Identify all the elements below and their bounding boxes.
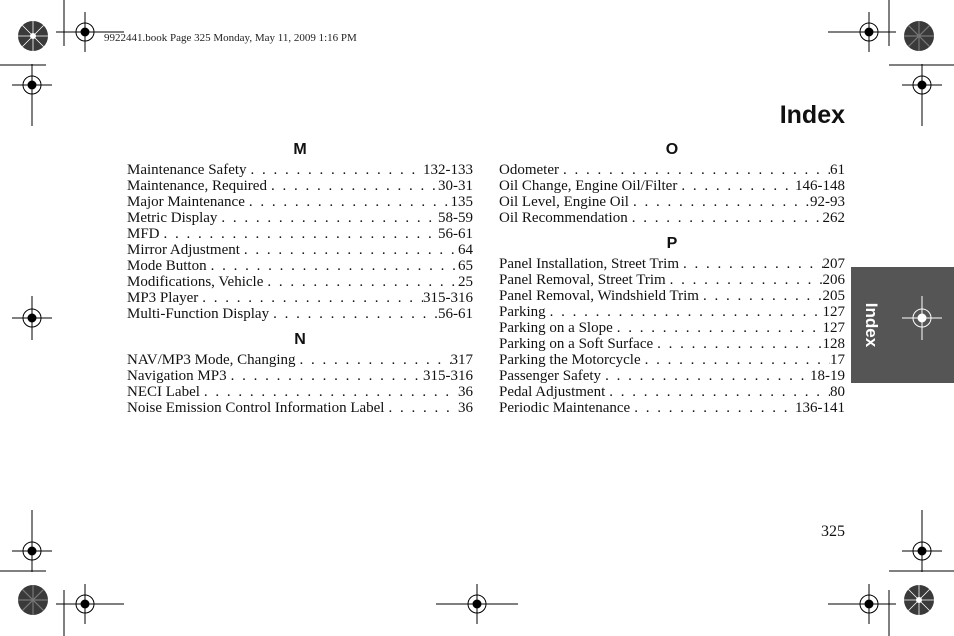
index-entry [127,178,473,194]
index-entry [127,162,473,178]
index-entry [127,306,473,322]
index-entry [127,258,473,274]
dot-leader [240,242,458,258]
entry-term: Panel Removal, Windshield Trim [499,288,699,304]
dot-leader [546,304,823,320]
section-letter: N [294,331,306,348]
index-entry [499,368,845,384]
dot-leader [269,306,438,322]
page-title: Index [779,101,845,129]
crosshair-mark-left-upper [12,64,52,126]
dot-leader [200,384,458,400]
dot-leader [160,226,438,242]
entry-term: Panel Removal, Street Trim [499,272,666,288]
index-entry [499,352,845,368]
section-letter: O [665,141,679,158]
entry-pages: 205 [822,288,845,304]
dot-leader [628,210,823,226]
dot-leader [605,384,830,400]
entry-pages: 58-59 [438,210,473,226]
entry-pages: 17 [830,352,845,368]
entry-pages: 315-316 [423,368,473,384]
entry-term: Parking [499,304,546,320]
index-entry [127,226,473,242]
entry-term: MFD [127,226,160,242]
index-entry [127,368,473,384]
entry-term: Modifications, Vehicle [127,274,264,290]
dot-leader [384,400,458,416]
entry-term: Panel Installation, Street Trim [499,256,679,272]
dot-leader [677,178,795,194]
entry-term: Parking on a Soft Surface [499,336,654,352]
index-entry [127,210,473,226]
index-entry [127,290,473,306]
entry-pages: 206 [822,272,845,288]
index-entry [499,210,845,226]
index-column-left [127,138,473,416]
entry-pages: 36 [458,384,473,400]
side-tab-label [862,282,880,368]
starburst-mark-bottom-right [904,585,934,615]
entry-term: Maintenance Safety [127,162,247,178]
entry-pages: 80 [830,384,845,400]
entry-term: Noise Emission Control Information Label [127,400,385,416]
index-entry [499,288,845,304]
index-entry [499,336,845,352]
dot-leader [217,210,438,226]
entry-pages: 64 [458,242,473,258]
dot-leader [263,274,458,290]
dot-leader [207,258,458,274]
entry-pages: 56-61 [438,306,473,322]
entry-pages: 317 [450,352,473,368]
dot-leader [601,368,810,384]
index-entry [127,194,473,210]
starburst-mark-top-right [904,21,934,51]
index-section-p [499,232,845,416]
crosshair-mark-left-lower [12,510,52,572]
entry-term: Navigation MP3 [127,368,227,384]
entry-term: Mode Button [127,258,207,274]
dot-leader [666,272,823,288]
index-entry [499,194,845,210]
entry-term: Metric Display [127,210,218,226]
starburst-mark-top-left [18,21,48,51]
dot-leader [296,352,451,368]
dot-leader [247,162,423,178]
entry-term: Oil Level, Engine Oil [499,194,629,210]
dot-leader [699,288,823,304]
crosshair-mark-left-middle [12,296,52,340]
index-entry [499,384,845,400]
entry-term: Pedal Adjustment [499,384,606,400]
dot-leader [198,290,423,306]
entry-pages: 65 [458,258,473,274]
entry-pages: 30-31 [438,178,473,194]
crosshair-mark-right-lower [902,510,942,572]
entry-term: Oil Recommendation [499,210,628,226]
index-entry [127,242,473,258]
entry-pages: 56-61 [438,226,473,242]
dot-leader [679,256,823,272]
dot-leader [630,400,795,416]
section-letter: P [666,235,678,252]
crosshair-mark-right-upper [902,64,942,126]
entry-pages: 127 [822,304,845,320]
entry-pages: 207 [822,256,845,272]
entry-term: Parking on a Slope [499,320,613,336]
crosshair-mark-bottom-left [56,584,124,624]
side-tab-text: Index [862,302,881,348]
index-entry [499,162,845,178]
index-entry [499,304,845,320]
entry-pages: 61 [830,162,845,178]
entry-term: Oil Change, Engine Oil/Filter [499,178,678,194]
dot-leader [641,352,830,368]
dot-leader [613,320,823,336]
crosshair-mark-bottom-right [828,584,896,624]
crosshair-mark-bottom-center [436,584,518,624]
entry-pages: 146-148 [795,178,845,194]
entry-pages: 315-316 [423,290,473,306]
index-section-o [499,138,845,226]
entry-term: Periodic Maintenance [499,400,631,416]
entry-pages: 25 [458,274,473,290]
entry-term: Passenger Safety [499,368,602,384]
index-entry [499,272,845,288]
entry-term: Major Maintenance [127,194,245,210]
entry-pages: 92-93 [810,194,845,210]
index-section-m [127,138,473,322]
entry-term: Mirror Adjustment [127,242,240,258]
entry-term: Odometer [499,162,559,178]
dot-leader [629,194,810,210]
entry-term: MP3 Player [127,290,199,306]
entry-pages: 18-19 [810,368,845,384]
entry-term: NECI Label [127,384,200,400]
entry-pages: 128 [822,336,845,352]
dot-leader [227,368,423,384]
index-entry [127,274,473,290]
index-section-n [127,328,473,416]
dot-leader [245,194,451,210]
entry-term: Maintenance, Required [127,178,267,194]
crosshair-mark-top-right [828,12,896,52]
entry-pages: 132-133 [423,162,473,178]
entry-pages: 136-141 [795,400,845,416]
index-entry [127,352,473,368]
entry-pages: 135 [450,194,473,210]
entry-pages: 127 [822,320,845,336]
index-entry [127,400,473,416]
dot-leader [653,336,822,352]
section-letter: M [293,141,307,158]
index-entry [127,384,473,400]
page-number: 325 [821,523,845,540]
index-column-right [499,138,845,416]
entry-pages: 262 [822,210,845,226]
index-entry [499,256,845,272]
entry-term: Parking the Motorcycle [499,352,641,368]
dot-leader [559,162,830,178]
print-header-note: 9922441.book Page 325 Monday, May 11, 2009 1:16 PM [104,32,357,44]
index-entry [499,320,845,336]
dot-leader [267,178,438,194]
index-entry [499,178,845,194]
entry-pages: 36 [458,400,473,416]
starburst-mark-bottom-left [18,585,48,615]
entry-term: NAV/MP3 Mode, Changing [127,352,296,368]
index-entry [499,400,845,416]
entry-term: Multi-Function Display [127,306,270,322]
